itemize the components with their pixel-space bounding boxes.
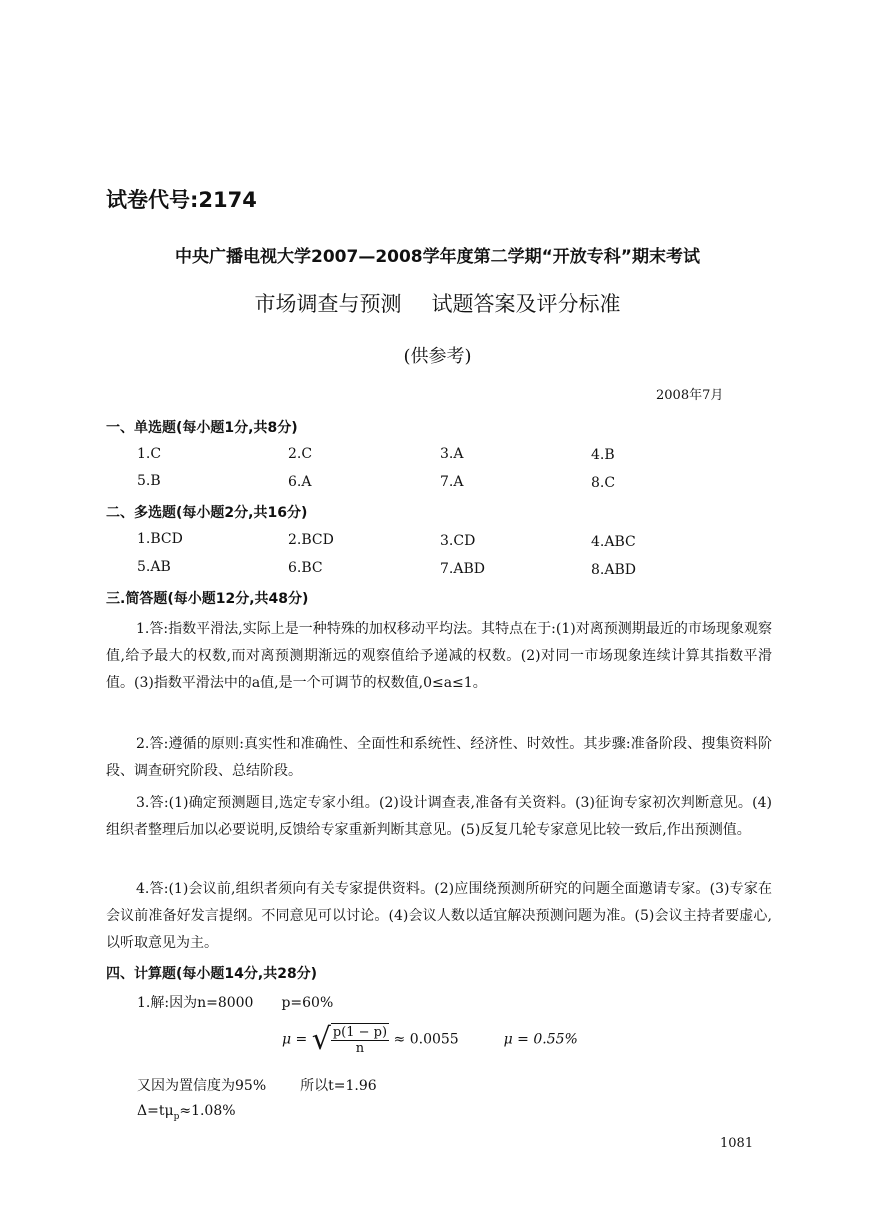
s2-answer: 2.BCD: [288, 532, 334, 548]
formula-lhs: μ =: [282, 1031, 308, 1048]
formula-fraction: [331, 1025, 389, 1056]
formula-denominator: n: [355, 1041, 365, 1056]
calc-line-1: [137, 992, 333, 1012]
s2-answer: 4.ABC: [591, 534, 636, 550]
s1-answer: 3.A: [440, 446, 464, 462]
s2-answer: 5.AB: [137, 559, 171, 575]
s1-answer: 1.C: [137, 446, 162, 462]
t-value-text: 所以t=1.96: [300, 1078, 377, 1094]
subtitle: (供参考): [403, 346, 472, 367]
formula-mu: μ = 0.55%: [503, 1031, 578, 1048]
title-part-2: 试题答案及评分标准: [431, 292, 621, 316]
delta-subscript: p: [173, 1111, 180, 1122]
title-part-1: 市场调查与预测: [254, 292, 402, 316]
section4-heading: 四、计算题(每小题14分,共28分): [106, 966, 318, 982]
confidence-text: 又因为置信度为95%: [137, 1078, 267, 1094]
section2-heading: 二、多选题(每小题2分,共16分): [106, 505, 308, 521]
university-line: 中央广播电视大学2007—2008学年度第二学期“开放专科”期末考试: [175, 247, 700, 267]
document-title: [0, 288, 875, 318]
calc-p: p=60%: [281, 995, 334, 1011]
date: 2008年7月: [656, 388, 724, 403]
s2-answer: 6.BC: [288, 560, 323, 576]
page-number: 1081: [720, 1136, 754, 1151]
s2-answer: 1.BCD: [137, 531, 183, 547]
section3-heading: 三.简答题(每小题12分,共48分): [106, 591, 309, 607]
calc-line-4: [137, 1103, 236, 1122]
s1-answer: 2.C: [288, 446, 313, 462]
s2-answer: 8.ABD: [591, 562, 636, 578]
sqrt-symbol: √ $\frac{p(1 - p)}{n}$: [311, 1022, 388, 1057]
s3-answer-4: 4.答:(1)会议前,组织者须向有关专家提供资料。(2)应围绕预测所研究的问题全面邀请专家。(3)专家在会议前准备好发言提纲。不同意见可以讨论。(4)会议人数以适宜解决预测问题为准。(5)会议主持者要虚心,以听取意见为主。: [106, 881, 772, 951]
s3-answer-3: 3.答:(1)确定预测题目,选定专家小组。(2)设计调查表,准备有关资料。(3)征询专家初次判断意见。(4)组织者整理后加以必要说明,反馈给专家重新判断其意见。(5)反复几轮专家意见比较一致后,作出预测值。: [106, 795, 772, 838]
formula-numerator: p(1 − p): [332, 1025, 388, 1040]
section1-heading: 一、单选题(每小题1分,共8分): [106, 420, 298, 436]
formula-result: ≈ 0.0055: [393, 1031, 459, 1048]
calc-n: 1.解:因为n=8000: [137, 995, 254, 1011]
s1-answer: 8.C: [591, 475, 616, 491]
delta-result: ≈1.08%: [179, 1103, 236, 1119]
exam-code: 试卷代号:2174: [106, 188, 257, 212]
delta-text: Δ=tμ: [137, 1103, 174, 1119]
s1-answer: 4.B: [591, 447, 615, 463]
s1-answer: 7.A: [440, 474, 464, 490]
s1-answer: 6.A: [288, 474, 312, 490]
calc-line-3: [137, 1075, 377, 1095]
s2-answer: 3.CD: [440, 533, 476, 549]
s1-answer: 5.B: [137, 473, 161, 489]
s3-answer-1: 1.答:指数平滑法,实际上是一种特殊的加权移动平均法。其特点在于:(1)对离预测期最近的市场现象观察值,给予最大的权数,而对离预测期渐远的观察值给予递减的权数。(2)对同一市场现象连续计算其指数平滑值。(3)指数平滑法中的a值,是一个可调节的权数值,0≤a≤1。: [106, 621, 772, 691]
s2-answer: 7.ABD: [440, 561, 485, 577]
sampling-error-formula: [282, 1022, 578, 1057]
s3-answer-2: 2.答:遵循的原则:真实性和准确性、全面性和系统性、经济性、时效性。其步骤:准备阶段、搜集资料阶段、调查研究阶段、总结阶段。: [106, 736, 772, 779]
